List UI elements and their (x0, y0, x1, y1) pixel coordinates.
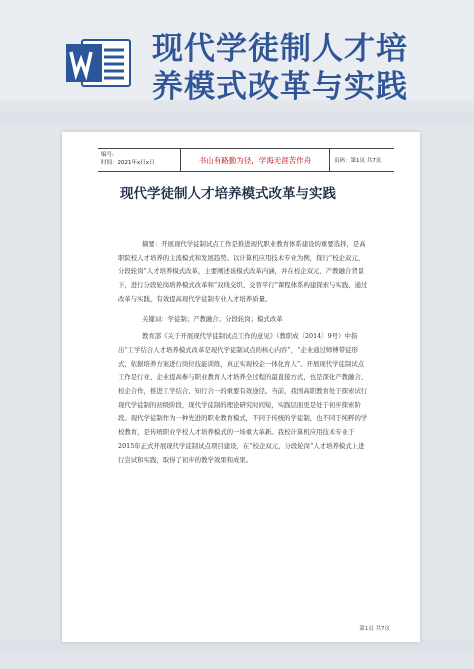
keywords-line: 关键词：学徒制；产教融合；分段轮岗；模式改革 (142, 314, 283, 323)
abstract-paragraph: 摘要：开展现代学徒制试点工作是推进现代职业教育体系建设的重要选择，是高职院校人才培养的主流模式和发展趋势。以计算机应用技术专业为例，探行“校企双元、分段轮岗”人才培养模式改革，主要阐述该模式改革内涵，并在校企双元、产教融合背景下，进行分段轮岗培养模式改革和“双线交织、交替平行”课程体系构建探索与实践，通过改革与实践，有效提高现代学徒制专业人才培养质量。 (118, 240, 368, 303)
document-title: 现代学徒制人才培养模式改革与实践 (120, 186, 336, 202)
document-header-table (98, 148, 394, 172)
page-info: 页码：第1页 共7页 (334, 158, 382, 164)
banner-title: 现代学徒制人才培 养模式改革与实践 (152, 31, 408, 105)
header-left-cell (98, 149, 181, 171)
motto-text: 书山有路勤为径，学海无涯苦作舟 (181, 149, 330, 171)
document-body (118, 238, 368, 467)
page-footer: 第1页 共7页 (359, 626, 390, 632)
word-icon (66, 38, 132, 88)
background-stripe (0, 112, 474, 124)
body-paragraph: 教育部《关于开展现代学徒制试点工作的意见》（教职成〔2014〕9号）中指出“工学结合人才培养模式改革是现代学徒制试点的核心内容”，“企业通过师傅带徒形式，依据培养方案进行岗位技能训练，真正实现校企一体化育人”。开展现代学徒制试点工作是行业、企业提高参与职业教育人才培养全过程的最直接方式，也是深化产教融合、校企合作，推进工学结合、知行合一的重要有效途径。当前，我国高职教育处于探索试行现代学徒制的初级阶段，现代学徒制的理论研究时间短，实践层面更是处于初步探索阶段。现代学徒制作为一种先进的职业教育模式，不同于传统的学徒制，也不同于纯粹的学校教育，是传统职业学校人才培养模式的一场重大革新。我校计算机应用技术专业于2015年正式开展现代学徒制试点项目建设，在“校企双元，分段轮岗”人才培养模式上进行尝试和实践，取得了初步的教学效果和成果。 (118, 332, 368, 464)
number-label: 编号: (101, 152, 114, 158)
document-page (62, 132, 420, 642)
date-text: 时间：2021年x月x日 (101, 160, 155, 166)
